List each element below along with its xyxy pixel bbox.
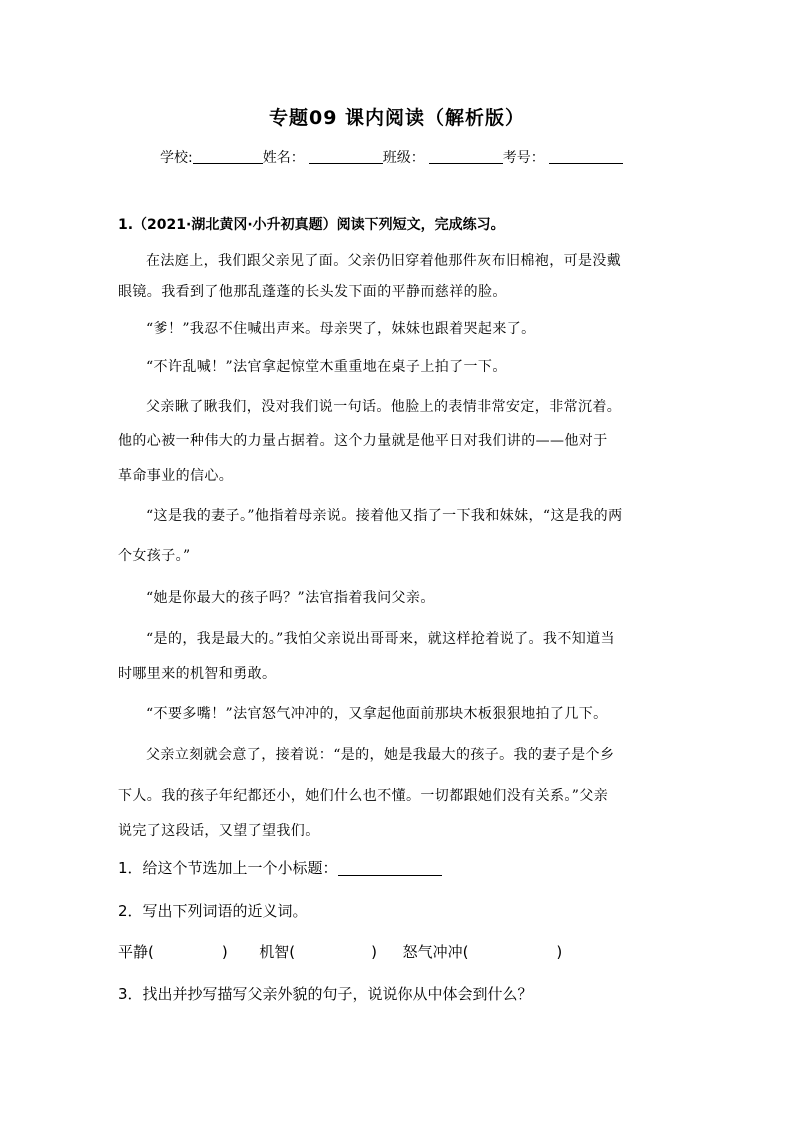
passage-line: “爹！”我忍不住喊出声来。母亲哭了，妹妹也跟着哭起来了。 [146, 321, 536, 337]
passage-line: “不许乱喊！”法官拿起惊堂木重重地在桌子上拍了一下。 [146, 359, 507, 375]
school-label: 学校: [160, 150, 193, 166]
question-2: 2．写出下列词语的近义词。 [118, 902, 308, 920]
page-title: 专题09 课内阅读（解析版） [268, 107, 526, 129]
passage-line: 个女孩子。” [118, 548, 191, 564]
passage-line: “不要多嘴！”法官怒气冲冲的，又拿起他面前那块木板狠狠地拍了几下。 [146, 706, 608, 722]
student-info-line [160, 147, 680, 167]
id-label: 考号： [502, 150, 545, 166]
id-blank [549, 149, 623, 164]
passage-line: 下人。我的孩子年纪都还小，她们什么也不懂。一切都跟她们没有关系。”父亲 [118, 788, 609, 804]
passage-line: 父亲立刻就会意了，接着说：“是的，她是我最大的孩子。我的妻子是个乡 [146, 747, 615, 763]
class-label: 班级： [382, 150, 425, 166]
name-label: 姓名： [262, 150, 305, 166]
passage-line: 眼镜。我看到了他那乱蓬蓬的长头发下面的平静而慈祥的脸。 [118, 284, 507, 300]
passage-line: 时哪里来的机智和勇敢。 [118, 666, 277, 682]
word-pingjing: 平静( [118, 943, 154, 961]
question-2-words [118, 941, 562, 962]
passage-line: 在法庭上，我们跟父亲见了面。父亲仍旧穿着他那件灰布旧棉袍，可是没戴 [146, 253, 622, 269]
question-3: 3．找出并抄写描写父亲外貌的句子，说说你从中体会到什么？ [118, 985, 533, 1003]
passage-line: “她是你最大的孩子吗？”法官指着我问父亲。 [146, 590, 435, 606]
word-nuqichongchong: 怒气冲冲( [402, 943, 469, 961]
name-blank [309, 149, 383, 164]
school-blank [193, 149, 263, 164]
passage-line: 革命事业的信心。 [118, 468, 234, 484]
word-nuqichongchong-close: ) [556, 943, 563, 961]
question-1-text: 1．给这个节选加上一个小标题： [118, 859, 338, 877]
question-header: 1.（2021·湖北黄冈·小升初真题）阅读下列短文，完成练习。 [118, 217, 505, 233]
class-blank [429, 149, 503, 164]
question-1-answer-blank[interactable] [338, 859, 442, 876]
passage-line: “这是我的妻子。”他指着母亲说。接着他又指了一下我和妹妹，“这是我的两 [146, 508, 623, 524]
word-jizhi: 机智( [259, 943, 296, 961]
passage-line: 父亲瞅了瞅我们，没对我们说一句话。他脸上的表情非常安定，非常沉着。 [146, 399, 622, 415]
passage-line: “是的，我是最大的。”我怕父亲说出哥哥来，就这样抢着说了。我不知道当 [146, 631, 615, 647]
passage-line: 说完了这段话，又望了望我们。 [118, 823, 320, 839]
question-1 [118, 857, 442, 878]
word-pingjing-close: ) [221, 943, 228, 961]
passage-line: 他的心被一种伟大的力量占据着。这个力量就是他平日对我们讲的——他对于 [118, 433, 608, 449]
word-jizhi-close: ) [371, 943, 377, 961]
